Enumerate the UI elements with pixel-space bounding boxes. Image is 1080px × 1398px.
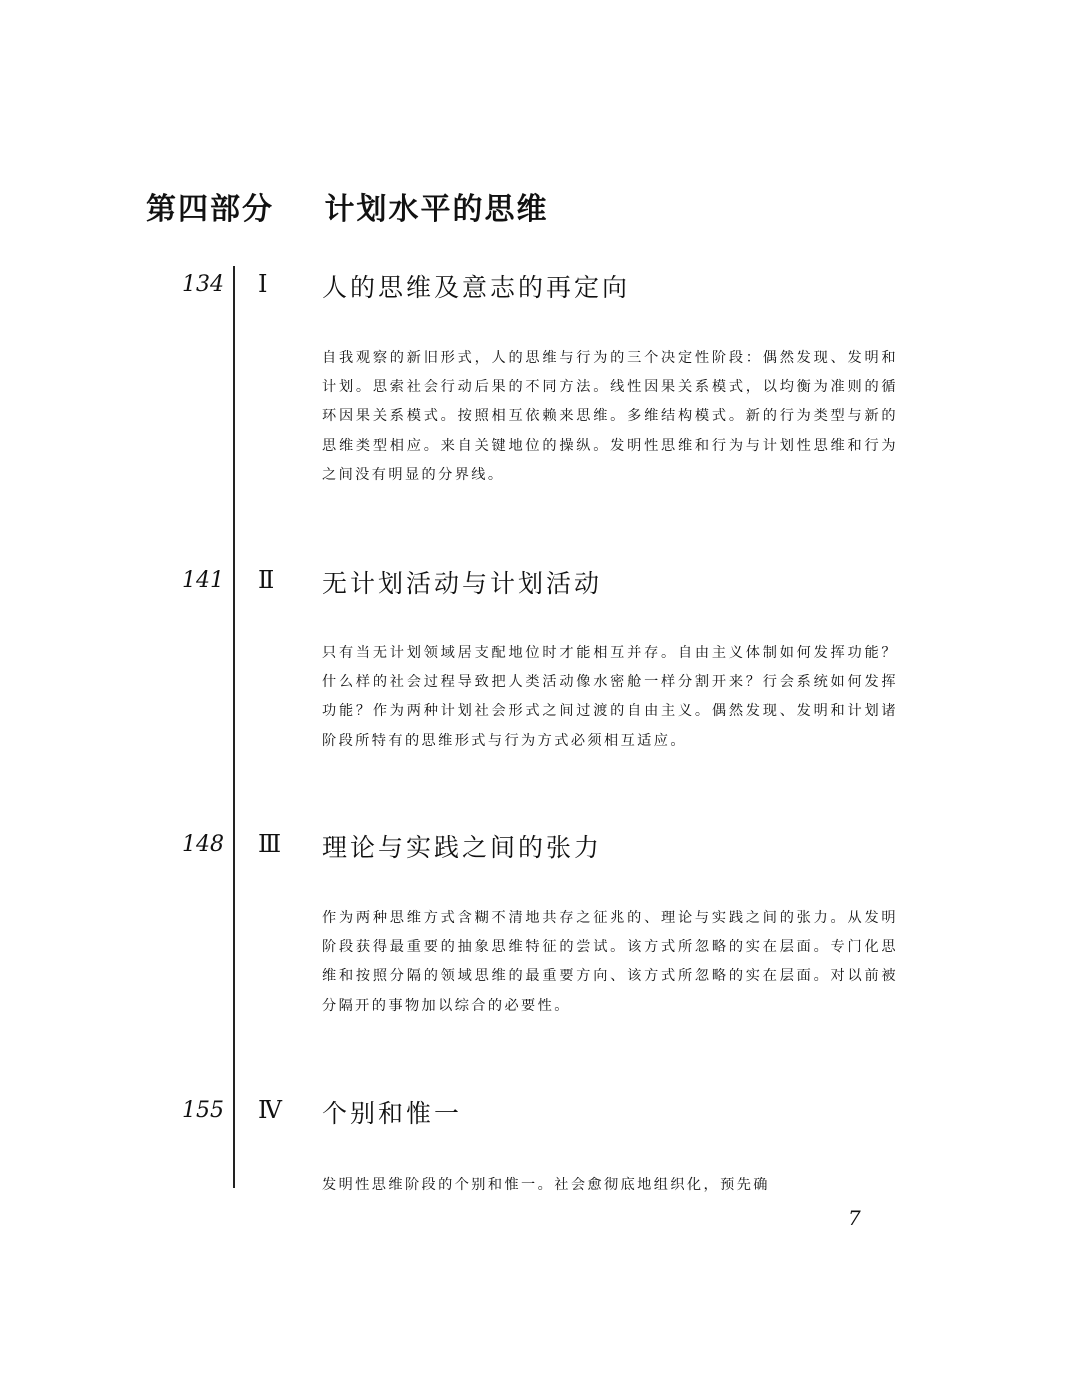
part-heading bbox=[146, 184, 548, 228]
part-number: 第四部分 bbox=[146, 192, 274, 227]
section-summary: 发明性思维阶段的个别和惟一。社会愈彻底地组织化，预先确 bbox=[322, 1177, 770, 1193]
section-title: 个别和惟一 bbox=[322, 1099, 463, 1128]
section-summary: 只有当无计划领域居支配地位时才能相互并存。自由主义体制如何发挥功能？什么样的社会过程导致把人类活动像水密舱一样分割开来？行会系统如何发挥功能？作为两种计划社会形式之间过渡的自由主义。偶然发现、发明和计划诸阶段所特有的思维形式与行为方式必须相互适应。 bbox=[322, 645, 898, 749]
section-roman-numeral: Ⅲ bbox=[258, 830, 282, 858]
section-roman-numeral: Ⅳ bbox=[258, 1096, 282, 1124]
section-summary: 自我观察的新旧形式，人的思维与行为的三个决定性阶段：偶然发现、发明和计划。思索社会行动后果的不同方法。线性因果关系模式，以均衡为准则的循环因果关系模式。按照相互依赖来思维。多维结构模式。新的行为类型与新的思维类型相应。来自关键地位的操纵。发明性思维和行为与计划性思维和行为之间没有明显的分界线。 bbox=[322, 350, 898, 483]
page-number: 7 bbox=[848, 1206, 861, 1230]
section-page-number: 141 bbox=[182, 568, 224, 593]
section-roman-numeral: Ⅰ bbox=[258, 270, 268, 298]
section-page-number: 155 bbox=[182, 1098, 224, 1123]
section-summary: 作为两种思维方式含糊不清地共存之征兆的、理论与实践之间的张力。从发明阶段获得最重要的抽象思维特征的尝试。该方式所忽略的实在层面。专门化思维和按照分隔的领域思维的最重要方向、该方式所忽略的实在层面。对以前被分隔开的事物加以综合的必要性。 bbox=[322, 910, 898, 1014]
section-title: 理论与实践之间的张力 bbox=[322, 833, 603, 862]
section-page-number: 134 bbox=[182, 272, 224, 297]
section-roman-numeral: Ⅱ bbox=[258, 566, 275, 594]
part-title: 计划水平的思维 bbox=[324, 192, 549, 227]
section-title: 人的思维及意志的再定向 bbox=[322, 273, 631, 302]
margin-rule bbox=[233, 266, 235, 1188]
section-page-number: 148 bbox=[182, 832, 224, 857]
section-title: 无计划活动与计划活动 bbox=[322, 569, 603, 598]
